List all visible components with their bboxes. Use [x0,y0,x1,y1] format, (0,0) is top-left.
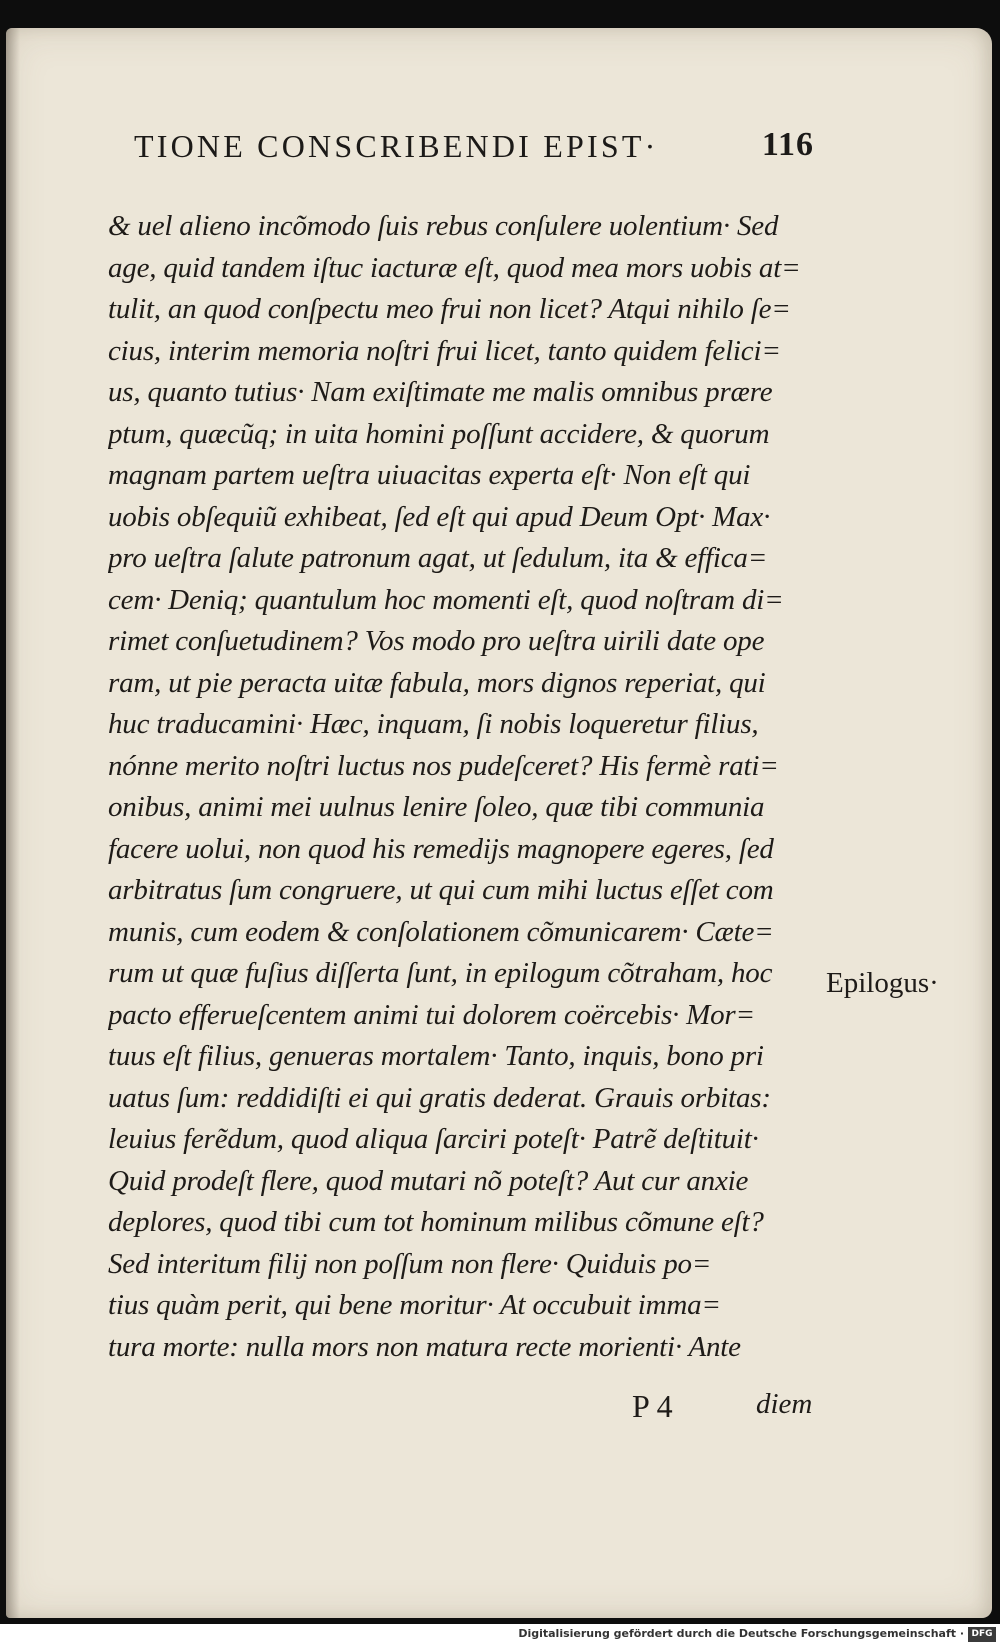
dfg-logo-icon: DFG [968,1627,996,1642]
body-text [108,206,820,1368]
digitization-footer [0,1624,1000,1646]
text-line: deplores, quod tibi cum tot hominum milibus cõmune eſt? [108,1206,764,1238]
catchword: diem [756,1388,813,1420]
page-gutter-shadow [6,28,20,1618]
text-line: onibus, animi mei uulnus lenire ſoleo, quæ tibi communia [108,791,765,823]
text-line: facere uolui, non quod his remedijs magnopere egeres, ſed [108,832,774,865]
running-head-title: TIONE CONSCRIBENDI EPIST· [134,128,659,164]
text-line: ram, ut pie peracta uitæ fabula, mors dignos reperiat, qui [108,666,766,699]
text-line: leuius ferẽdum, quod aliqua ſarciri poteſt· Patrẽ deſtituit· [108,1123,759,1155]
text-line: cius, interim memoria noſtri frui licet, tanto quidem felici= [108,334,781,367]
text-line: tius quàm perit, qui bene moritur· At occubuit imma= [108,1289,721,1321]
text-line: & uel alieno incõmodo ſuis rebus conſulere uolentium· Sed [108,210,779,242]
funding-credit: Digitalisierung gefördert durch die Deutsche Forschungsgemeinschaft · [518,1627,964,1640]
text-line: age, quid tandem iſtuc iacturæ eſt, quod mea mors uobis at= [108,251,801,284]
text-line: huc traducamini· Hæc, inquam, ſi nobis loqueretur filius, [108,708,759,740]
text-line: rum ut quæ fuſius diſſerta ſunt, in epilogum cõtraham, hoc [108,957,773,989]
text-line: pacto efferueſcentem animi tui dolorem coërcebis· Mor= [108,998,755,1031]
text-line: uatus ſum: reddidiſti ei qui gratis dederat. Grauis orbitas: [108,1081,771,1114]
text-line: ptum, quæcũq; in uita homini poſſunt accidere, & quorum [108,417,770,450]
marginal-note: Epilogus· [826,967,939,999]
text-line: Sed interitum filij non poſſum non flere· Quiduis po= [108,1247,712,1280]
text-line: uobis obſequiũ exhibeat, ſed eſt qui apud Deum Opt· Max· [108,500,771,533]
text-line: tulit, an quod conſpectu meo frui non licet? Atqui nihilo ſe= [108,293,791,325]
text-line: nónne merito noſtri luctus nos pudeſceret? His fermè rati= [108,749,779,782]
text-line: magnam partem ueſtra uiuacitas experta eſt· Non eſt qui [108,459,751,491]
text-line: munis, cum eodem & conſolationem cõmunicarem· Cæte= [108,915,774,948]
text-line: tuus eſt filius, genueras mortalem· Tanto, inquis, bono pri [108,1040,764,1072]
running-head [134,122,814,176]
signature-mark: P 4 [632,1388,673,1424]
text-line: tura morte: nulla mors non matura recte morienti· Ante [108,1330,741,1363]
text-line: cem· Deniq; quantulum hoc momenti eſt, quod noſtram di= [108,583,784,616]
text-line: Quid prodeſt flere, quod mutari nõ poteſt? Aut cur anxie [108,1164,749,1197]
folio-number: 116 [761,126,814,163]
text-line: us, quanto tutius· Nam exiſtimate me malis omnibus prære [108,376,773,408]
text-line: arbitratus ſum congruere, ut qui cum mihi luctus eſſet com [108,874,774,906]
text-line: pro ueſtra ſalute patronum agat, ut ſedulum, ita & effica= [108,542,768,574]
text-line: rimet conſuetudinem? Vos modo pro ueſtra uirili date ope [108,625,765,657]
